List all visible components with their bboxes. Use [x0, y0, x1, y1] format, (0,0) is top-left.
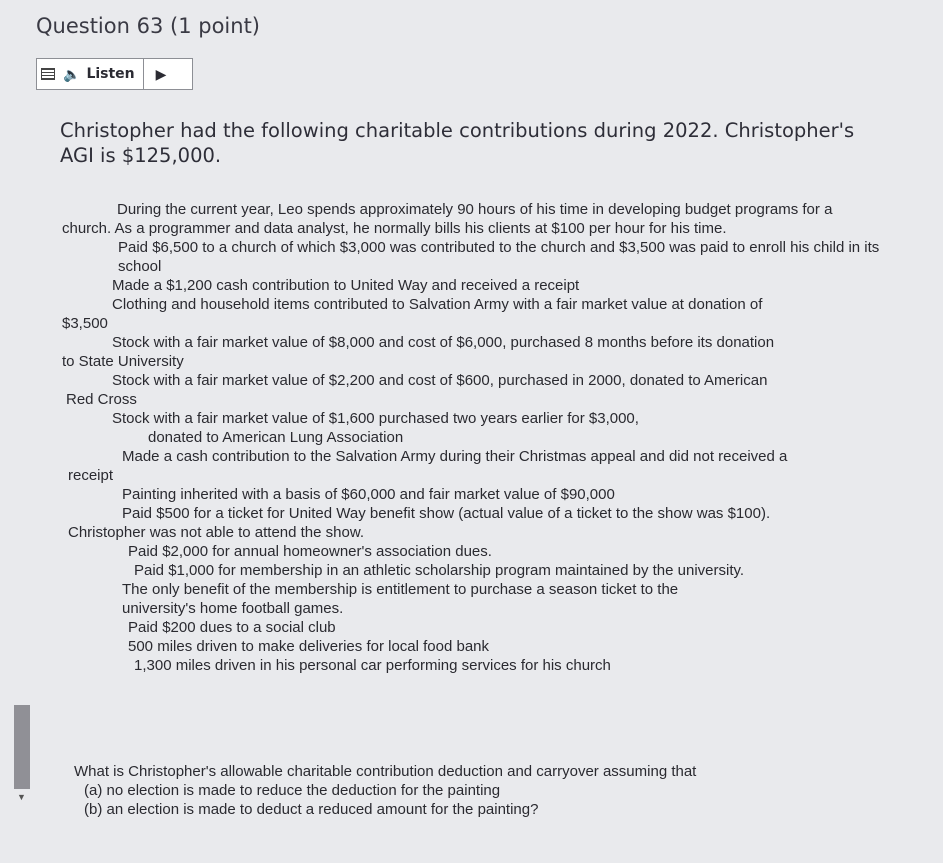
line-football: university's home football games. [122, 600, 344, 617]
toolbar-divider [143, 59, 144, 89]
line-clothing-value: $3,500 [62, 315, 108, 332]
listen-button[interactable]: Listen [86, 66, 135, 82]
line-united-way: Made a $1,200 cash contribution to United Way and received a receipt [112, 277, 580, 294]
option-a: (a) no election is made to reduce the deduction for the painting [84, 782, 501, 799]
question-title [36, 14, 260, 38]
question-number: Question 63 [36, 14, 164, 38]
line-stock-red-cross: Stock with a fair market value of $2,200 and cost of $600, purchased in 2000, donated to American [112, 372, 768, 389]
question-intro: Christopher had the following charitable contributions during 2022. Christopher's AGI is $125,000. [60, 119, 855, 167]
line-lung-assoc: donated to American Lung Association [148, 429, 404, 446]
play-icon[interactable]: ▶ [155, 65, 167, 82]
line-stock-state: Stock with a fair market value of $8,000 and cost of $6,000, purchased 8 months before its donation [112, 334, 775, 351]
line-food-bank: 500 miles driven to make deliveries for local food bank [128, 638, 490, 655]
question-prompt: What is Christopher's allowable charitable contribution deduction and carryover assuming that [74, 763, 697, 780]
line-ticket: Paid $500 for a ticket for United Way benefit show (actual value of a ticket to the show was $100). [122, 505, 771, 522]
line-ticket-cont: Christopher was not able to attend the show. [68, 524, 365, 541]
line-salvation-cash: Made a cash contribution to the Salvation Army during their Christmas appeal and did not received a [122, 448, 788, 465]
line-stock-state-cont: to State University [62, 353, 184, 370]
line-stock-lung: Stock with a fair market value of $1,600 purchased two years earlier for $3,000, [112, 410, 639, 427]
question-prompt-block [74, 762, 834, 819]
line-church-miles: 1,300 miles driven in his personal car performing services for his church [134, 657, 611, 674]
line-receipt: receipt [68, 467, 114, 484]
line-membership-benefit: The only benefit of the membership is entitlement to purchase a season ticket to the [122, 581, 679, 598]
scroll-down-icon[interactable]: ▼ [17, 792, 26, 802]
option-b: (b) an election is made to deduct a reduced amount for the painting? [84, 801, 539, 818]
listen-toolbar [36, 58, 193, 90]
line-red-cross: Red Cross [66, 391, 137, 408]
line-clothing: Clothing and household items contributed to Salvation Army with a fair market value at donation of [112, 296, 763, 313]
scrollbar-thumb[interactable] [14, 705, 30, 789]
line-hoa: Paid $2,000 for annual homeowner's association dues. [128, 543, 492, 560]
line-membership: Paid $1,000 for membership in an athletic scholarship program maintained by the university. [134, 562, 745, 579]
line-painting: Painting inherited with a basis of $60,000 and fair market value of $90,000 [122, 486, 615, 503]
question-points: (1 point) [170, 14, 260, 38]
line-church: Paid $6,500 to a church of which $3,000 was contributed to the church and $3,500 was paid to enroll his child in its school [118, 239, 880, 275]
line-leo: During the current year, Leo spends approximately 90 hours of his time in developing budget programs for a church. As a programmer and data analyst, he normally bills his clients at $100 per hour for his time. [62, 201, 833, 237]
menu-icon[interactable] [41, 68, 55, 80]
speaker-icon[interactable]: 🔈 [63, 65, 81, 82]
question-body [62, 200, 882, 675]
line-social-club: Paid $200 dues to a social club [128, 619, 336, 636]
